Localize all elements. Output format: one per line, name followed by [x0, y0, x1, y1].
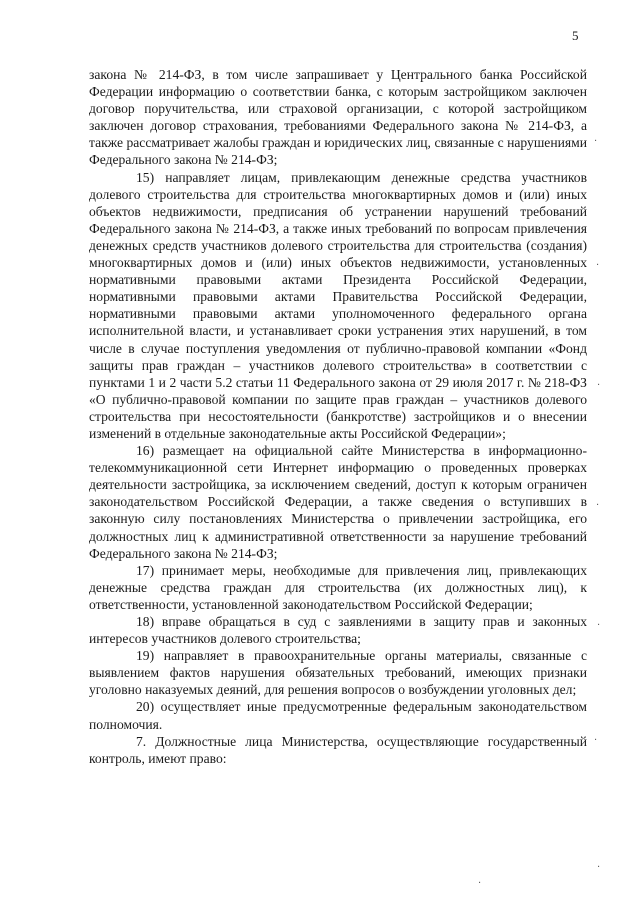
document-body [89, 66, 587, 767]
paragraph-0: закона № 214-ФЗ, в том числе запрашивает у Центрального банка Российской Федерации информацию о соответствии банка, с которым застройщиком заключен договор поручительства, или страховой организации, с которой застройщиком заключен договор страхования, требованиями Федерального закона № 214-ФЗ, а также рассматривает жалобы граждан и юридических лиц, связанные с нарушениями Федерального закона № 214-ФЗ; [89, 67, 587, 168]
paragraph-item-20: 20) осуществляет иные предусмотренные федеральным законодательством полномочия. [89, 699, 587, 732]
paragraph-item-15: 15) направляет лицам, привлекающим денежные средства участников долевого строительства для строительства многоквартирных домов и (или) иных объектов недвижимости, предписания об устранении нарушений требований Федерального закона № 214-ФЗ, а также иных требований по вопросам привлечения денежных средств участников долевого строительства для строительства (создания) многоквартирных домов и (или) иных объектов недвижимости, установленных нормативными правовыми актами Президента Российской Федерации, нормативными правовыми актами Правительства Российской Федерации, нормативными правовыми актами уполномоченного федерального органа исполнительной власти, и устанавливает сроки устранения этих нарушений, в том числе в случае поступления уведомления от публично-правовой компании «Фонд защиты прав граждан – участников долевого строительства» в соответствии с пунктами 1 и 2 части 5.2 статьи 11 Федерального закона от 29 июля 2017 г. № 218-ФЗ «О публично-правовой компании по защите прав граждан – участников долевого строительства при несостоятельности (банкротстве) застройщиков и о внесении изменений в отдельные законодательные акты Российской Федерации»; [89, 169, 587, 441]
scan-mark: · [597, 380, 601, 391]
scan-mark: · [596, 500, 600, 511]
scan-mark: · [594, 735, 598, 746]
paragraph-section-7: 7. Должностные лица Министерства, осуществляющие государственный контроль, имеют право: [89, 733, 587, 766]
scan-mark: · [597, 862, 601, 873]
scan-mark: · [597, 620, 601, 631]
paragraph-item-16: 16) размещает на официальной сайте Министерства в информационно-телекоммуникационной сети Интернет информацию о проведенных проверках деятельности застройщика, за исключением сведений, доступ к которым ограничен законодательством Российской Федерации, а также сведения о вступивших в законную силу постановлениях Министерства о привлечении застройщика, его должностных лиц к административной ответственности за нарушение требований Федерального закона № 214-ФЗ; [89, 443, 587, 561]
scan-mark: · [478, 878, 482, 889]
paragraph-item-17: 17) принимает меры, необходимые для привлечения лиц, привлекающих денежные средства граждан для строительства (их должностных лиц), к ответственности, установленной законодательством Российской Федерации; [89, 562, 587, 612]
paragraph-item-18: 18) вправе обращаться в суд с заявлениями в защиту прав и законных интересов участников долевого строительства; [89, 614, 587, 647]
scan-mark: · [596, 260, 600, 271]
page-number: 5 [572, 28, 579, 43]
scan-mark: · [594, 136, 598, 147]
paragraph-item-19: 19) направляет в правоохранительные органы материалы, связанные с выявлением фактов нарушения обязательных требований, имеющих признаки уголовно наказуемых деяний, для решения вопросов о возбуждении уголовных дел; [89, 648, 587, 698]
